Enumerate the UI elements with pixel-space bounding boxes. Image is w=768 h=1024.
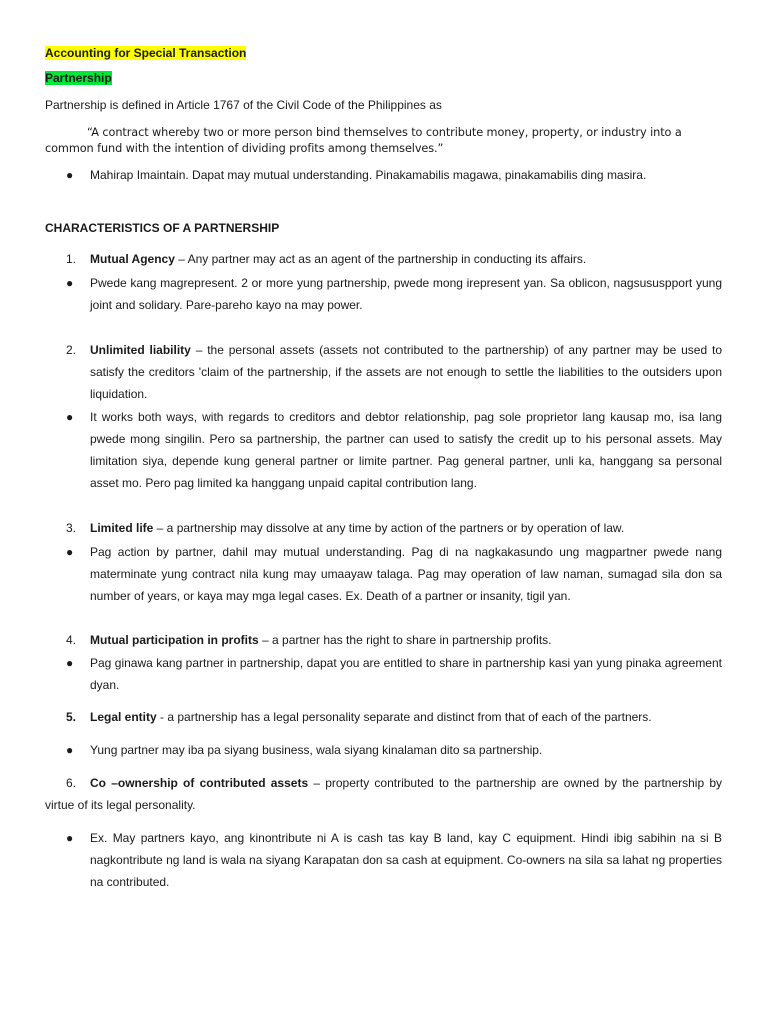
item-number: 3.: [66, 521, 77, 535]
characteristic-note: Pwede kang magrepresent. 2 or more yung partnership, pwede mong irepresent yan. Sa oblicon, nagsususpport yung joint and solidary. Pare-pareho kayo na may power.: [90, 276, 722, 312]
item-number: 4.: [66, 633, 77, 647]
definition-intro: Partnership is defined in Article 1767 of the Civil Code of the Philippines as: [45, 98, 442, 112]
characteristic-note: Pag ginawa kang partner in partnership, dapat you are entitled to share in partnership kasi yan yung pinaka agreement dyan.: [90, 656, 722, 692]
characteristic-note: Pag action by partner, dahil may mutual understanding. Pag di na nagkakasundo ung magpartner pwede nang materminate yung contract nila kung may umaayaw talaga. Pag may operation of law naman, sumagad sila don sa number of years, or kaya may mga legal cases. Ex. Death of a partner or insanity, tigil yan.: [90, 545, 722, 603]
characteristic-definition: – Any partner may act as an agent of the partnership in conducting its affairs.: [174, 252, 587, 266]
bullet-icon: ●: [66, 656, 74, 670]
characteristic-term: Mutual participation in profits: [90, 633, 259, 647]
characteristic-term: Mutual Agency: [90, 252, 175, 266]
bullet-icon: ●: [66, 410, 74, 424]
characteristic-item: [90, 629, 722, 651]
characteristic-term: Co –ownership of contributed assets: [90, 776, 309, 790]
definition-quote-line1: “A contract whereby two or more person bind themselves to contribute money, property, or industry into a: [87, 126, 682, 139]
characteristic-item: [90, 248, 722, 270]
definition-quote-line2: common fund with the intention of dividing profits among themselves.”: [45, 142, 444, 155]
section-subtitle: Partnership: [45, 71, 112, 85]
document-title: Accounting for Special Transaction: [45, 46, 247, 60]
section-subtitle-row: [45, 70, 112, 86]
characteristic-note: Yung partner may iba pa siyang business, wala siyang kinalaman dito sa partnership.: [90, 743, 543, 757]
bullet-icon: ●: [66, 168, 74, 182]
bullet-icon: ●: [66, 545, 74, 559]
characteristic-item: [90, 339, 722, 405]
intro-note: Mahirap Imaintain. Dapat may mutual understanding. Pinakamabilis magawa, pinakamabilis ding masira.: [90, 168, 647, 182]
item-number: 6.: [66, 776, 77, 790]
characteristic-note: Ex. May partners kayo, ang kinontribute ni A is cash tas kay B land, kay C equipment. Hindi ibig sabihin na si B nagkontribute ng land is wala na siyang Karapatan don sa cash at equipment. Co-owners na sila sa lahat ng properties na contributed.: [90, 831, 722, 889]
characteristic-definition: – the personal assets (assets not contributed to the partnership) of any partner may be used to satisfy the creditors 'claim of the partnership, if the assets are not enough to settle the liabilities to the outsiders upon liquidation.: [90, 343, 722, 401]
characteristic-definition: - a partnership has a legal personality separate and distinct from that of each of the partners.: [156, 710, 652, 724]
item-number: 2.: [66, 343, 77, 357]
characteristic-term: Legal entity: [90, 710, 157, 724]
characteristic-item: [90, 517, 722, 539]
characteristic-definition: – a partner has the right to share in partnership profits.: [258, 633, 552, 647]
characteristic-note: It works both ways, with regards to creditors and debtor relationship, pag sole proprietor lang kausap mo, isa lang pwede mong singilin. Pero sa partnership, the partner can used to satisfy the credit up to his personal assets. May limitation siya, depende kung general partner or limite partner. Pag general partner, unli ka, hanggang sa personal asset mo. Pero pag limited ka hanggang unpaid capital contribution lang.: [90, 410, 722, 490]
document-title-row: [45, 45, 246, 61]
bullet-icon: ●: [66, 831, 74, 845]
bullet-icon: ●: [66, 743, 74, 757]
characteristics-heading: CHARACTERISTICS OF A PARTNERSHIP: [45, 221, 280, 235]
characteristic-definition: – a partnership may dissolve at any time by action of the partners or by operation of law.: [153, 521, 625, 535]
item-number: 1.: [66, 252, 77, 266]
characteristic-definition: – property contributed to the partnership are owned by the partnership by virtue of its legal personality.: [45, 776, 722, 812]
characteristic-term: Limited life: [90, 521, 154, 535]
characteristic-item: [90, 706, 722, 728]
characteristic-term: Unlimited liability: [90, 343, 191, 357]
bullet-icon: ●: [66, 276, 74, 290]
item-number: 5.: [66, 710, 77, 724]
characteristic-item: [45, 772, 722, 816]
